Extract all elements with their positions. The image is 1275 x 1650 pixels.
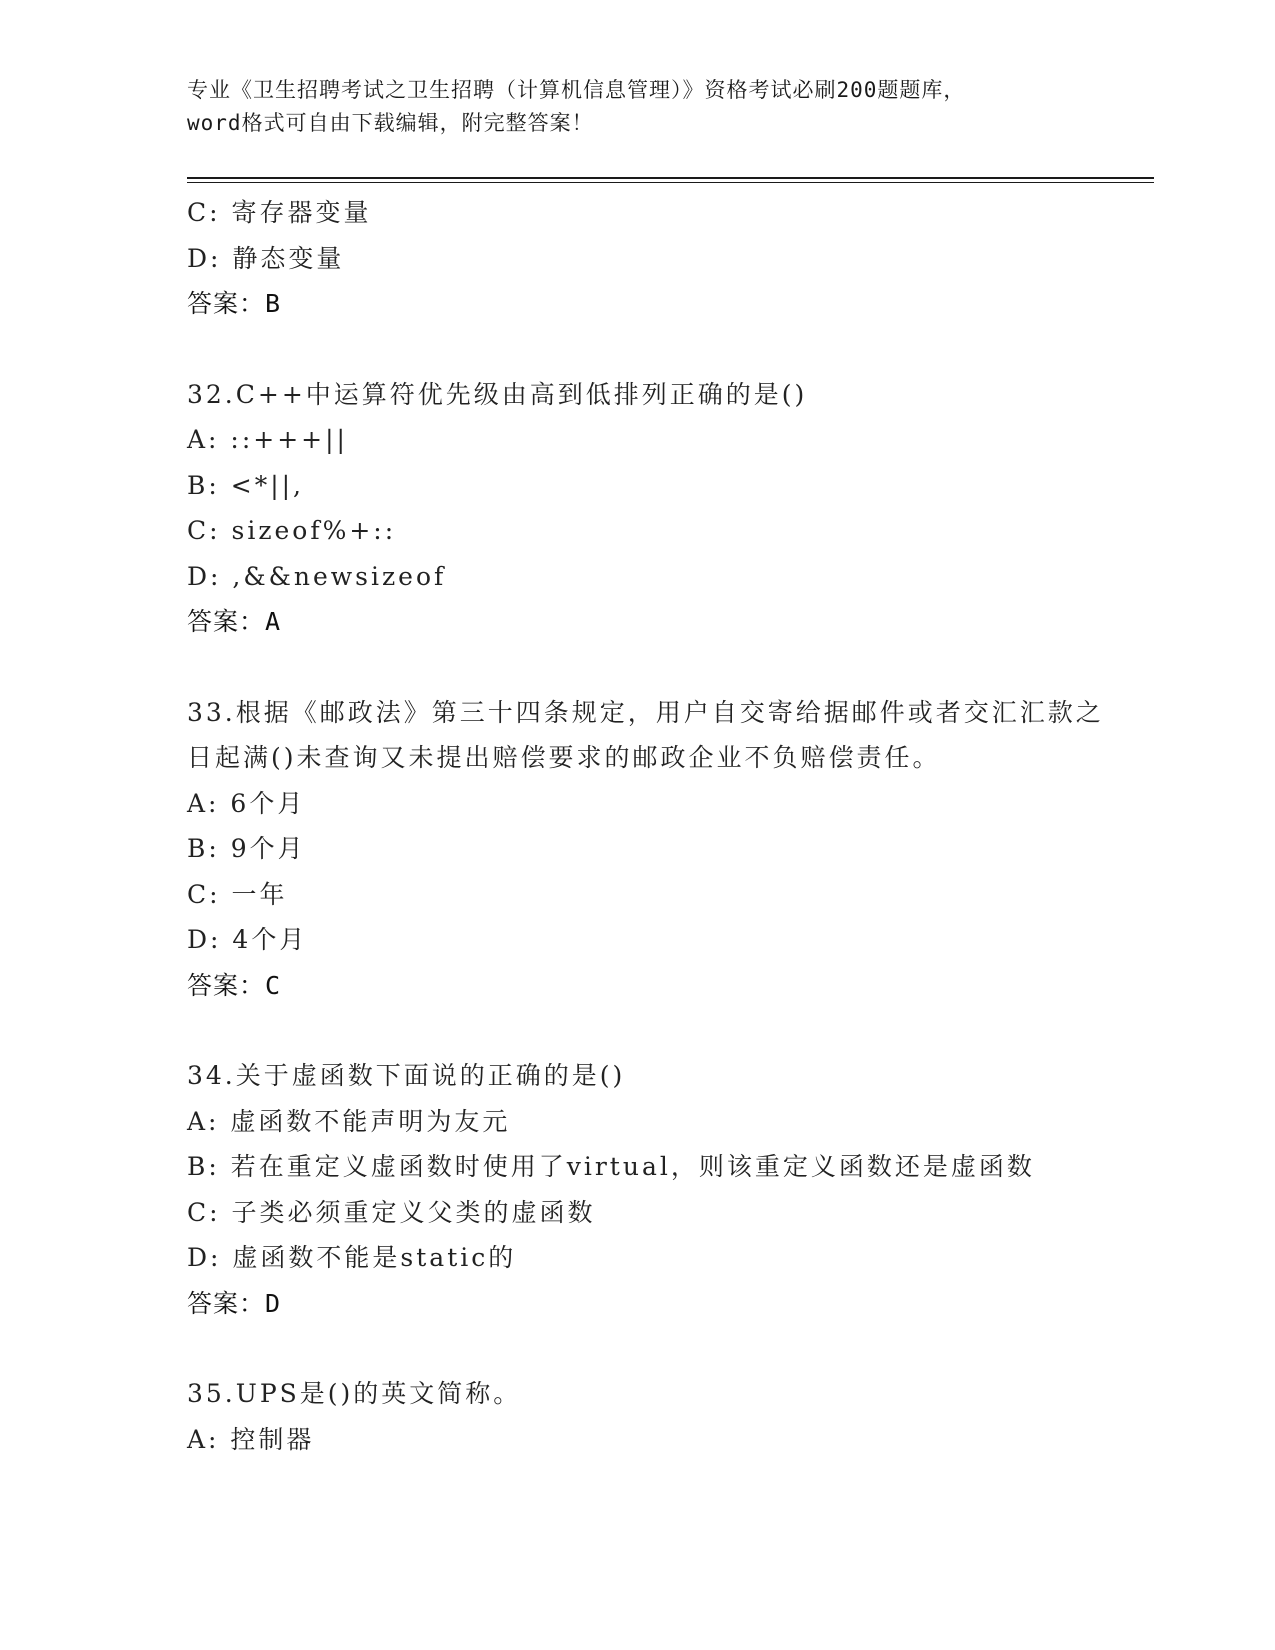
header-divider-thick [187, 177, 1154, 179]
question-stem: 33.根据《邮政法》第三十四条规定，用户自交寄给据邮件或者交汇汇款之日起满()未查询又未提出赔偿要求的邮政企业不负赔偿责任。 [187, 697, 1104, 772]
answer-line: 答案：B [187, 289, 282, 318]
answer-line: 答案：C [187, 970, 282, 1000]
question-32 [187, 372, 1117, 645]
option-d: D: 4个月 [187, 925, 308, 954]
header-title-line: 专业《卫生招聘考试之卫生招聘（计算机信息管理）》资格考试必刷200题题库， [187, 78, 966, 102]
header-divider-thin [187, 182, 1154, 183]
option-c: C: 寄存器变量 [187, 198, 372, 227]
answer-line: 答案：D [187, 1288, 282, 1318]
question-31-tail [187, 190, 1117, 327]
header-subtitle-line: word格式可自由下载编辑，附完整答案！ [187, 111, 594, 135]
question-spacer [187, 1008, 1117, 1053]
question-35 [187, 1371, 1117, 1462]
option-a: A: ::+++|| [187, 425, 348, 454]
option-b: B: 若在重定义虚函数时使用了virtual，则该重定义函数还是虚函数 [187, 1152, 1035, 1181]
option-b: B: 9个月 [187, 834, 306, 863]
option-c: C: 子类必须重定义父类的虚函数 [187, 1197, 596, 1227]
option-b: B: <*||, [187, 470, 304, 500]
document-header [187, 74, 1087, 140]
question-stem: 34.关于虚函数下面说的正确的是() [187, 1061, 626, 1090]
question-stem: 35.UPS是()的英文简称。 [187, 1379, 522, 1408]
option-d: D: 静态变量 [187, 243, 345, 273]
option-c: C: 一年 [187, 879, 288, 909]
question-spacer [187, 327, 1117, 372]
option-c: C: sizeof%+:: [187, 516, 397, 545]
question-content [187, 190, 1117, 1462]
question-33 [187, 690, 1117, 1009]
option-a: A: 6个月 [187, 788, 306, 818]
answer-line: 答案：A [187, 607, 282, 636]
question-stem: 32.C++中运算符优先级由高到低排列正确的是() [187, 379, 808, 409]
question-spacer [187, 645, 1117, 690]
question-spacer [187, 1326, 1117, 1371]
option-a: A: 虚函数不能声明为友元 [187, 1106, 511, 1136]
question-34 [187, 1053, 1117, 1326]
option-d: D: ,&&newsizeof [187, 561, 447, 591]
option-d: D: 虚函数不能是static的 [187, 1243, 517, 1272]
option-a: A: 控制器 [187, 1424, 315, 1454]
